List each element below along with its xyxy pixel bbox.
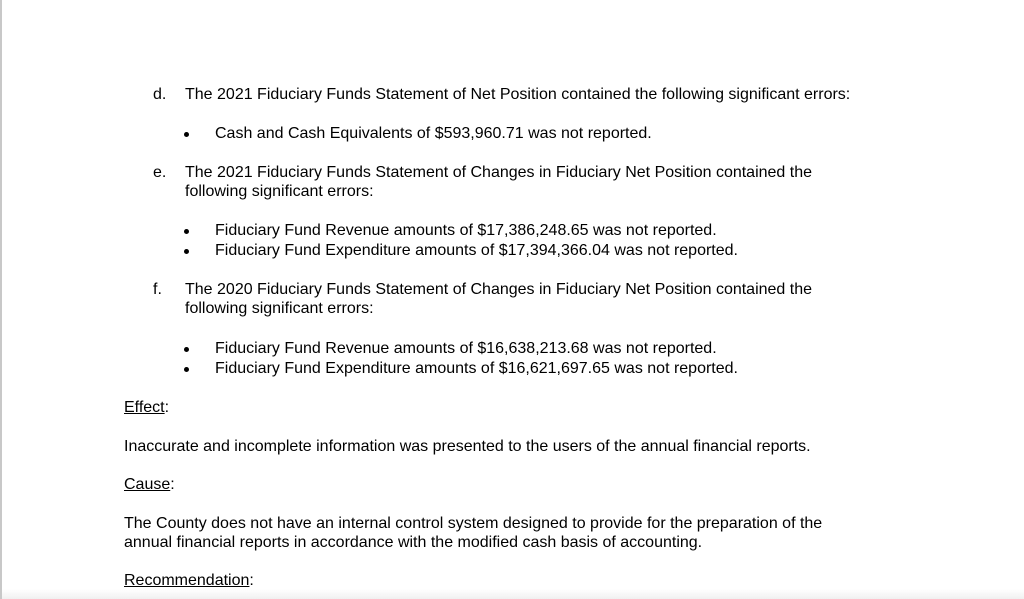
bullet-icon (184, 229, 189, 234)
effect-paragraph: Inaccurate and incomplete information was presented to the users of the annual financial reports. (124, 438, 811, 455)
bullet-text: Fiduciary Fund Expenditure amounts of $17,394,366.04 was not reported. (215, 242, 738, 259)
list-item-text: following significant errors: (185, 300, 374, 317)
cause-heading-colon: : (170, 476, 175, 493)
list-item-text: The 2021 Fiduciary Funds Statement of Net Position contained the following significant errors: (185, 86, 851, 103)
list-item-text: The 2021 Fiduciary Funds Statement of Changes in Fiduciary Net Position contained the (185, 164, 813, 181)
list-item-text: The 2020 Fiduciary Funds Statement of Changes in Fiduciary Net Position contained the (185, 281, 813, 298)
bullet-text: Fiduciary Fund Expenditure amounts of $16,621,697.65 was not reported. (215, 360, 738, 377)
bullet-icon (184, 347, 189, 352)
list-item-text: following significant errors: (185, 183, 374, 200)
effect-heading-label: Effect (124, 399, 165, 416)
effect-heading-colon: : (164, 399, 170, 416)
list-marker: e. (153, 164, 167, 181)
recommendation-heading-label: Recommendation (124, 572, 250, 589)
effect-heading (124, 399, 169, 417)
bullet-icon (184, 367, 189, 372)
bullet-icon (184, 132, 189, 137)
page-bottom-shadow (2, 589, 1024, 599)
recommendation-heading (124, 572, 254, 590)
cause-paragraph-line: annual financial reports in accordance with the modified cash basis of accounting. (124, 534, 703, 551)
bullet-text: Cash and Cash Equivalents of $593,960.71 was not reported. (215, 125, 652, 142)
cause-heading-label: Cause (124, 476, 171, 493)
cause-paragraph-line: The County does not have an internal control system designed to provide for the preparation of the (124, 515, 823, 532)
bullet-icon (184, 249, 189, 254)
cause-heading (124, 476, 175, 494)
bullet-text: Fiduciary Fund Revenue amounts of $16,638,213.68 was not reported. (215, 340, 717, 357)
list-marker: f. (153, 281, 162, 298)
bullet-text: Fiduciary Fund Revenue amounts of $17,386,248.65 was not reported. (215, 222, 717, 239)
list-marker: d. (153, 86, 167, 103)
recommendation-heading-colon: : (249, 572, 254, 589)
